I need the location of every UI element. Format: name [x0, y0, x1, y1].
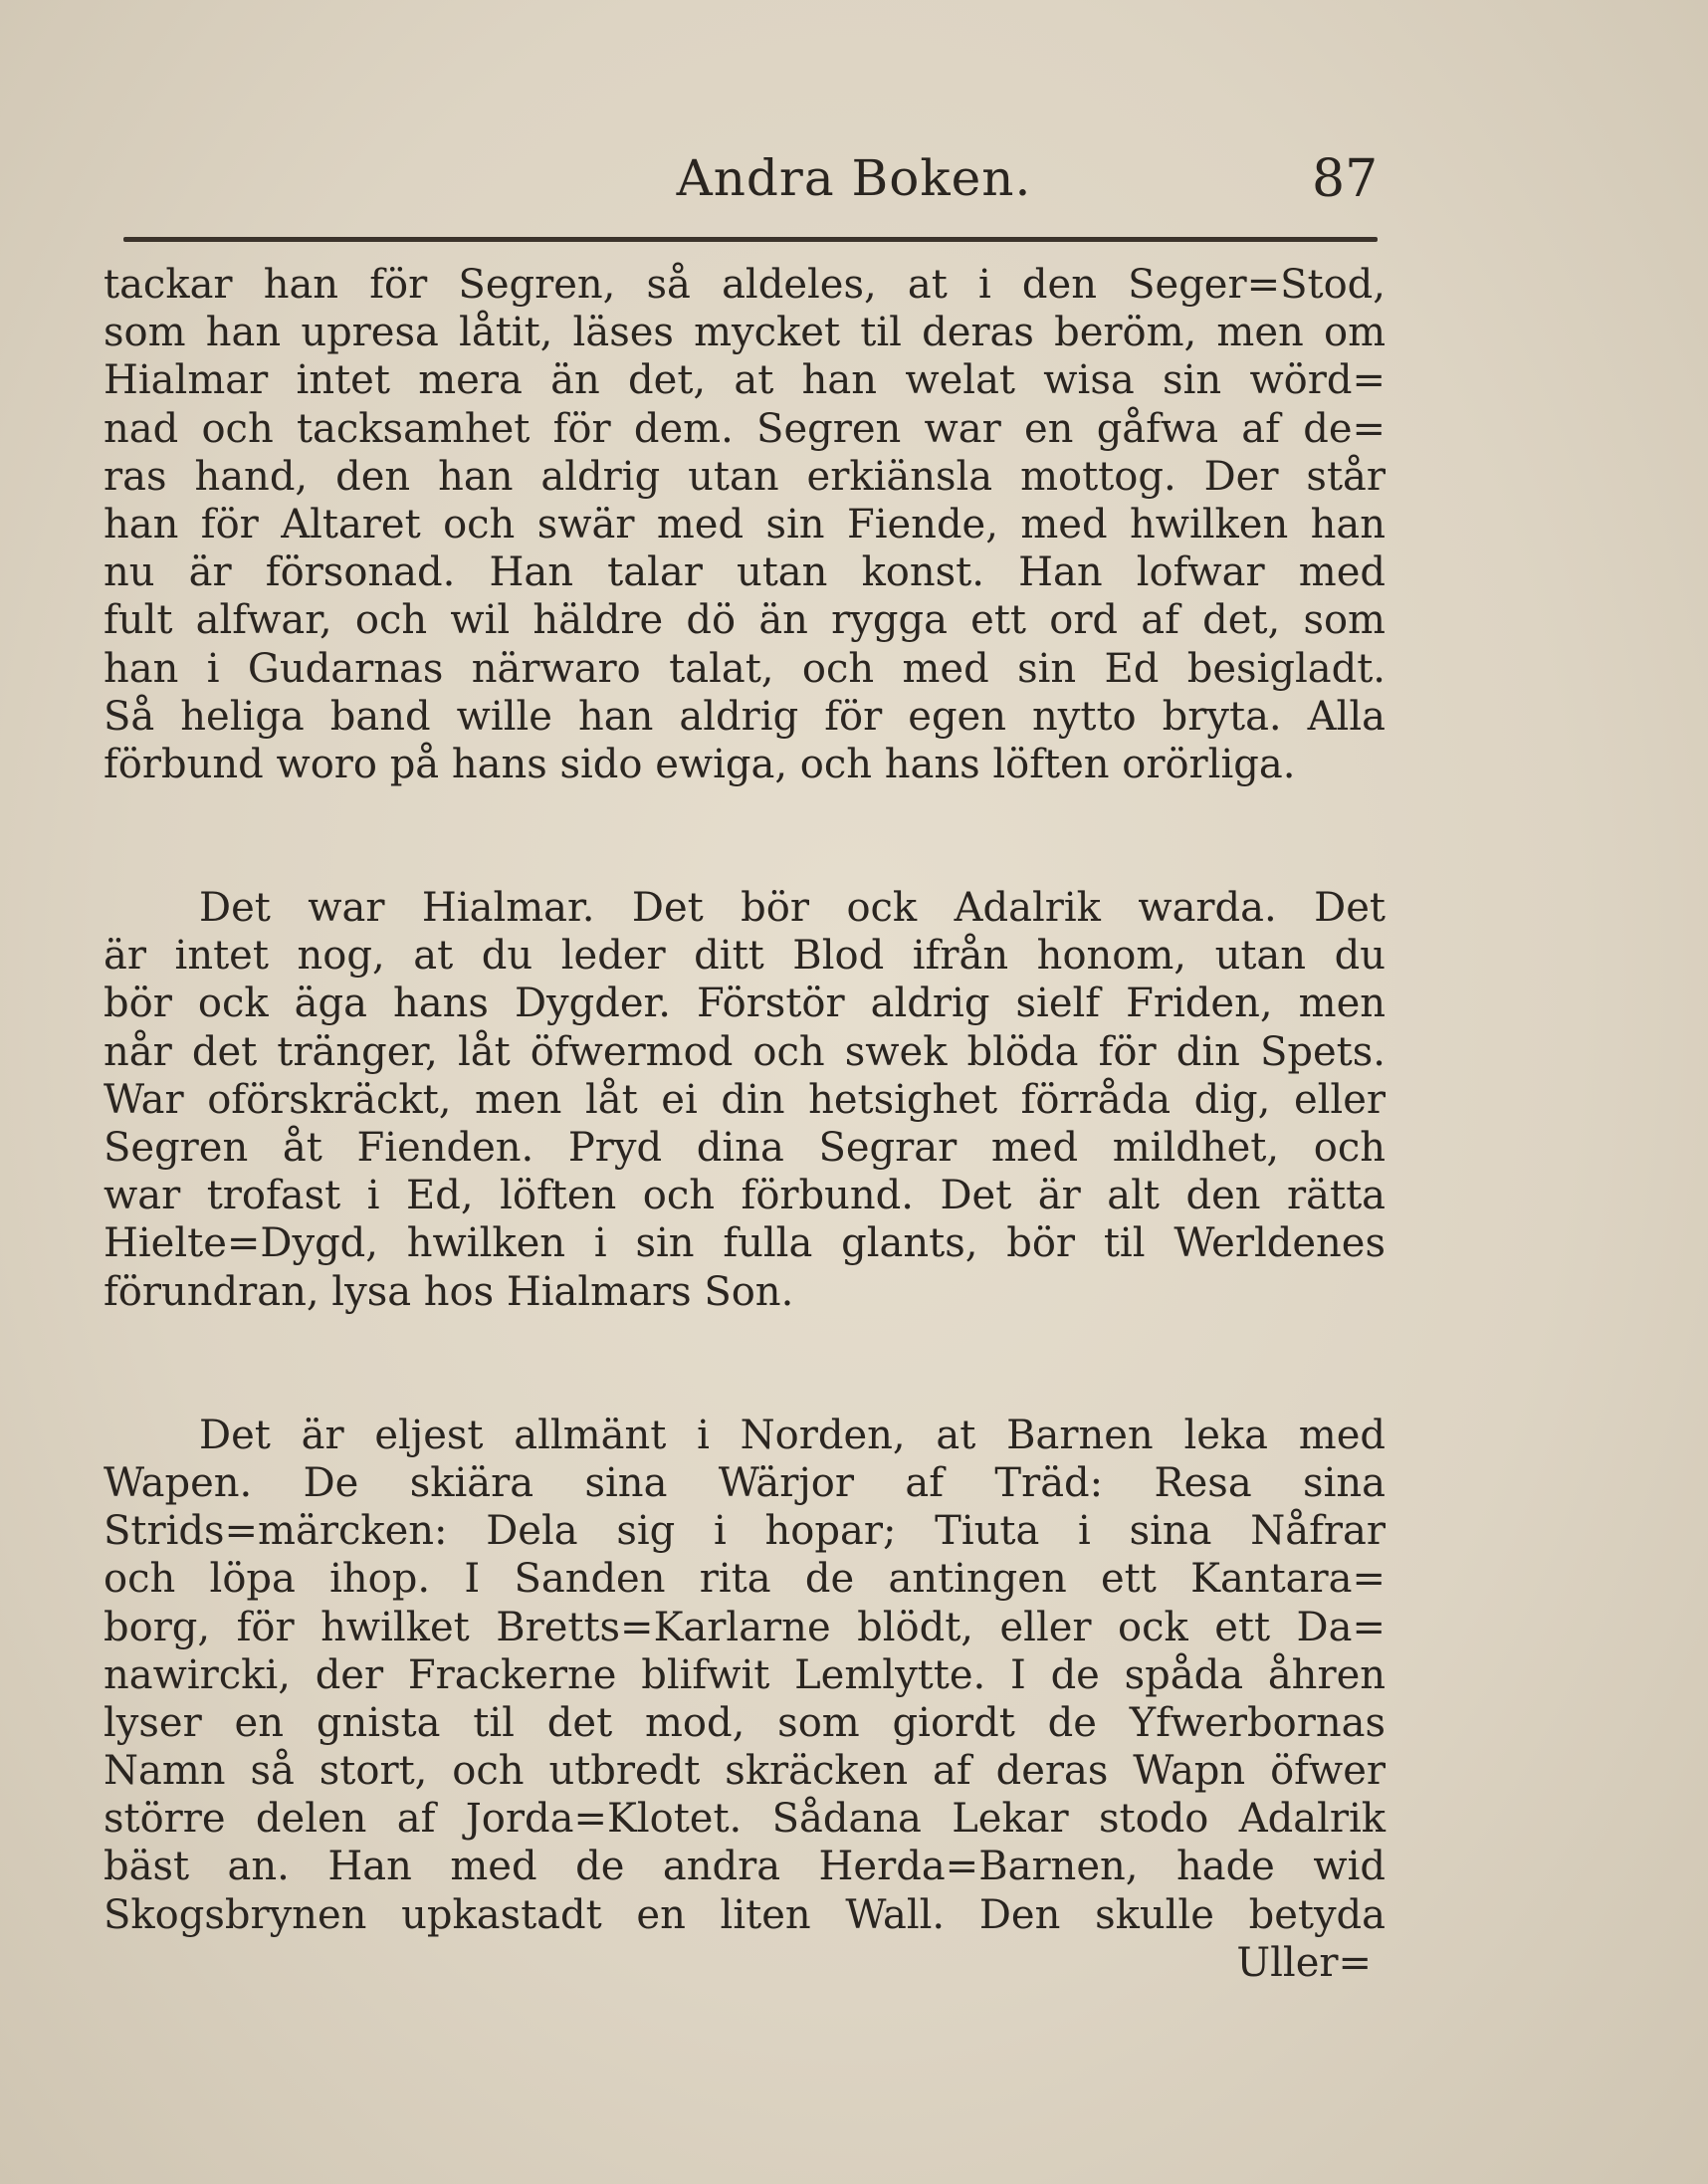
text-line: han för Altaret och swär med sin Fiende, med hwilken han [104, 501, 1386, 547]
page-number: 87 [1312, 149, 1379, 209]
text-line: Det är eljest allmänt i Norden, at Barnen leka med [199, 1412, 1386, 1458]
catchword: Uller= [1236, 1939, 1372, 1986]
text-line: War oförskräckt, men låt ei din hetsighet förråda dig, eller [104, 1076, 1386, 1123]
text-line: som han upresa låtit, läses mycket til deras beröm, men om [104, 310, 1386, 356]
text-line: lyser en gnista til det mod, som giordt de Yfwerbornas [104, 1699, 1386, 1746]
text-line: Hialmar intet mera än det, at han welat wisa sin wörd= [104, 357, 1386, 404]
text-line: når det tränger, låt öfwermod och swek blöda för din Spets. [104, 1028, 1386, 1075]
text-body [104, 261, 1386, 1987]
text-line: nawircki, der Frackerne blifwit Lemlytte. I de spåda åhren [104, 1651, 1386, 1698]
text-line: är intet nog, at du leder ditt Blod ifrån honom, utan du [104, 933, 1386, 980]
paragraph-2 [104, 884, 1386, 1316]
text-line: nu är försonad. Han talar utan konst. Han lofwar med [104, 549, 1386, 596]
text-line: Namn så stort, och utbredt skräcken af deras Wapn öfwer [104, 1748, 1386, 1795]
text-line: ras hand, den han aldrig utan erkiänsla mottog. Der står [104, 453, 1386, 500]
text-line: tackar han för Segren, så aldeles, at i den Seger=Stod, [104, 262, 1386, 308]
text-line: war trofast i Ed, löften och förbund. Det är alt den rätta [104, 1173, 1386, 1219]
text-line: större delen af Jorda=Klotet. Sådana Lekar stodo Adalrik [104, 1796, 1386, 1843]
running-head: Andra Boken. [676, 149, 1032, 207]
text-line: och löpa ihop. I Sanden rita de antingen ett Kantara= [104, 1556, 1386, 1603]
header-rule [123, 237, 1378, 242]
text-line: Skogsbrynen upkastadt en liten Wall. Den skulle betyda [104, 1891, 1386, 1938]
text-line: Det war Hialmar. Det bör ock Adalrik warda. Det [199, 885, 1386, 932]
text-line: förbund woro på hans sido ewiga, och hans löften orörliga. [104, 741, 1296, 787]
text-line: bör ock äga hans Dygder. Förstör aldrig sielf Friden, men [104, 981, 1386, 1027]
text-line: borg, för hwilket Bretts=Karlarne blödt, eller ock ett Da= [104, 1604, 1386, 1650]
paragraph-3 [104, 1412, 1386, 1939]
text-line: Segren åt Fienden. Pryd dina Segrar med mildhet, och [104, 1125, 1386, 1171]
text-line: Strids=märcken: Dela sig i hopar; Tiuta i sina Nåfrar [104, 1508, 1386, 1555]
paragraph-gap [104, 1316, 1386, 1412]
text-line: Så heliga band wille han aldrig för egen nytto bryta. Alla [104, 693, 1386, 740]
text-line: nad och tacksamhet för dem. Segren war en gåfwa af de= [104, 405, 1386, 452]
text-line: han i Gudarnas närwaro talat, och med sin Ed besigladt. [104, 645, 1386, 692]
paragraph-1 [104, 261, 1386, 788]
text-line: Wapen. De skiära sina Wärjor af Träd: Resa sina [104, 1459, 1386, 1506]
text-line: fult alfwar, och wil häldre dö än rygga ett ord af det, som [104, 597, 1386, 644]
text-line: bäst an. Han med de andra Herda=Barnen, hade wid [104, 1844, 1386, 1890]
text-line: Hielte=Dygd, hwilken i sin fulla glants, bör til Werldenes [104, 1220, 1386, 1267]
paragraph-gap [104, 788, 1386, 884]
text-line: förundran, lysa hos Hialmars Son. [104, 1268, 794, 1315]
